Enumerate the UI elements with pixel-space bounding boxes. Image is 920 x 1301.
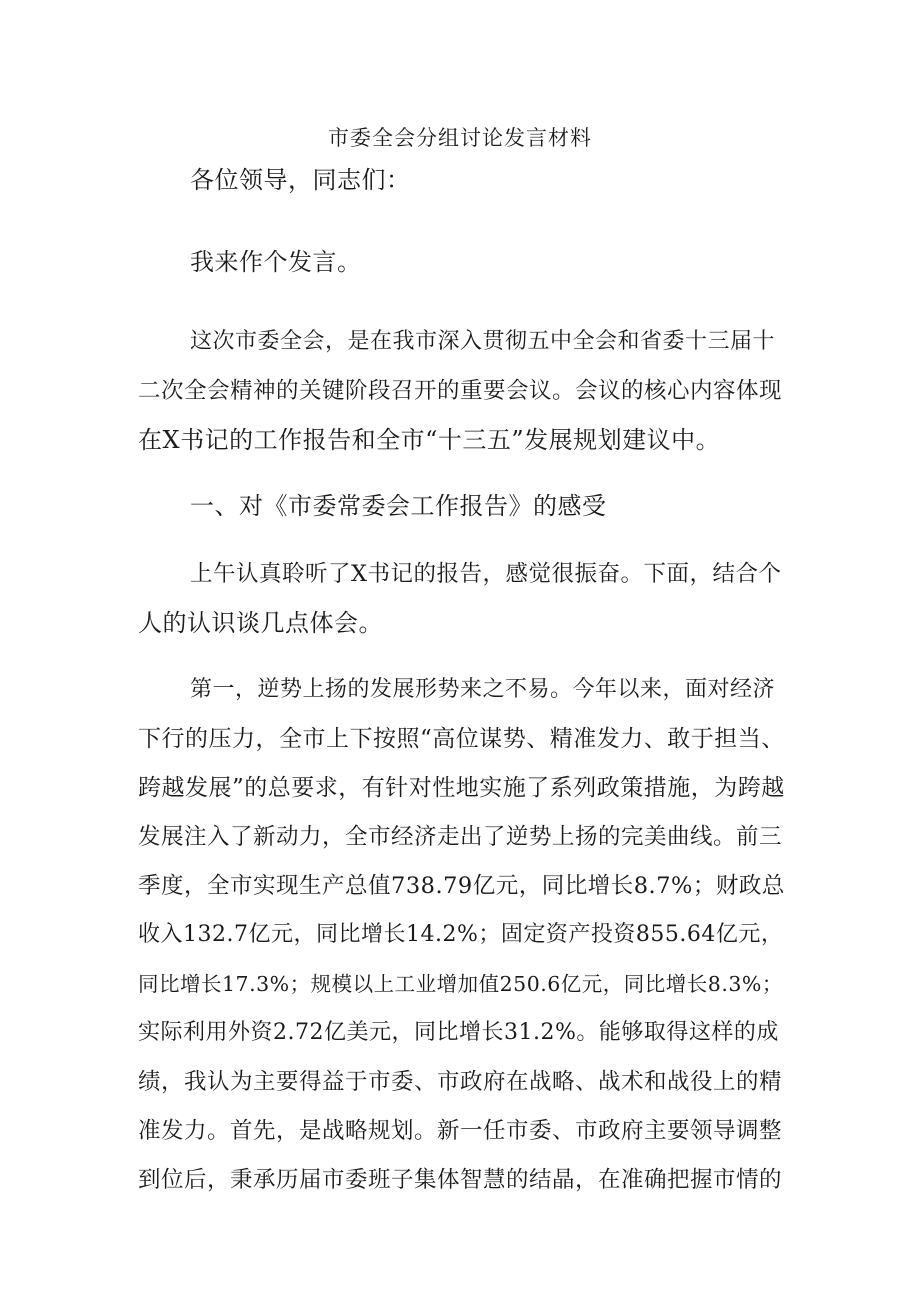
text-line: 发展注入了新动力，全市经济走出了逆势上扬的完美曲线。前三 bbox=[138, 824, 783, 850]
section-heading: 一、对《市委常委会工作报告》的感受 bbox=[190, 492, 607, 520]
text-line: 下行的压力，全市上下按照“高位谋势、精准发力、敢于担当、 bbox=[138, 726, 785, 752]
text-line: 二次全会精神的关键阶段召开的重要会议。会议的核心内容体现 bbox=[138, 378, 783, 404]
text-line: 人的认识谈几点体会。 bbox=[138, 609, 383, 637]
text-line: 这次市委全会，是在我市深入贯彻五中全会和省委十三届十 bbox=[190, 329, 776, 354]
text-line: 同比增长17.3%；规模以上工业增加值250.6亿元，同比增长8.3%； bbox=[138, 972, 783, 996]
text-line: 绩，我认为主要得益于市委、市政府在战略、战术和战役上的精 bbox=[138, 1069, 783, 1095]
text-line: 季度，全市实现生产总值738.79亿元，同比增长8.7%；财政总 bbox=[138, 873, 785, 899]
text-line: 实际利用外资2.72亿美元，同比增长31.2%。能够取得这样的成 bbox=[138, 1020, 779, 1045]
text-line: 准发力。首先，是战略规划。新一任市委、市政府主要领导调整 bbox=[138, 1118, 783, 1144]
text-line: 到位后，秉承历届市委班子集体智慧的结晶，在准确把握市情的 bbox=[138, 1167, 783, 1193]
text-line: 各位领导，同志们： bbox=[190, 166, 411, 194]
text-line: 在X书记的工作报告和全市“十三五”发展规划建议中。 bbox=[138, 426, 721, 454]
document-title: 市委全会分组讨论发言材料 bbox=[328, 126, 592, 150]
text-line: 我来作个发言。 bbox=[190, 248, 362, 276]
text-line: 跨越发展”的总要求，有针对性地实施了系列政策措施，为跨越 bbox=[138, 775, 785, 801]
text-line: 上午认真聆听了X书记的报告，感觉很振奋。下面，结合个 bbox=[190, 561, 782, 587]
text-line: 收入132.7亿元，同比增长14.2%；固定资产投资855.64亿元， bbox=[138, 922, 784, 947]
text-line: 第一，逆势上扬的发展形势来之不易。今年以来，面对经济 bbox=[190, 677, 776, 702]
